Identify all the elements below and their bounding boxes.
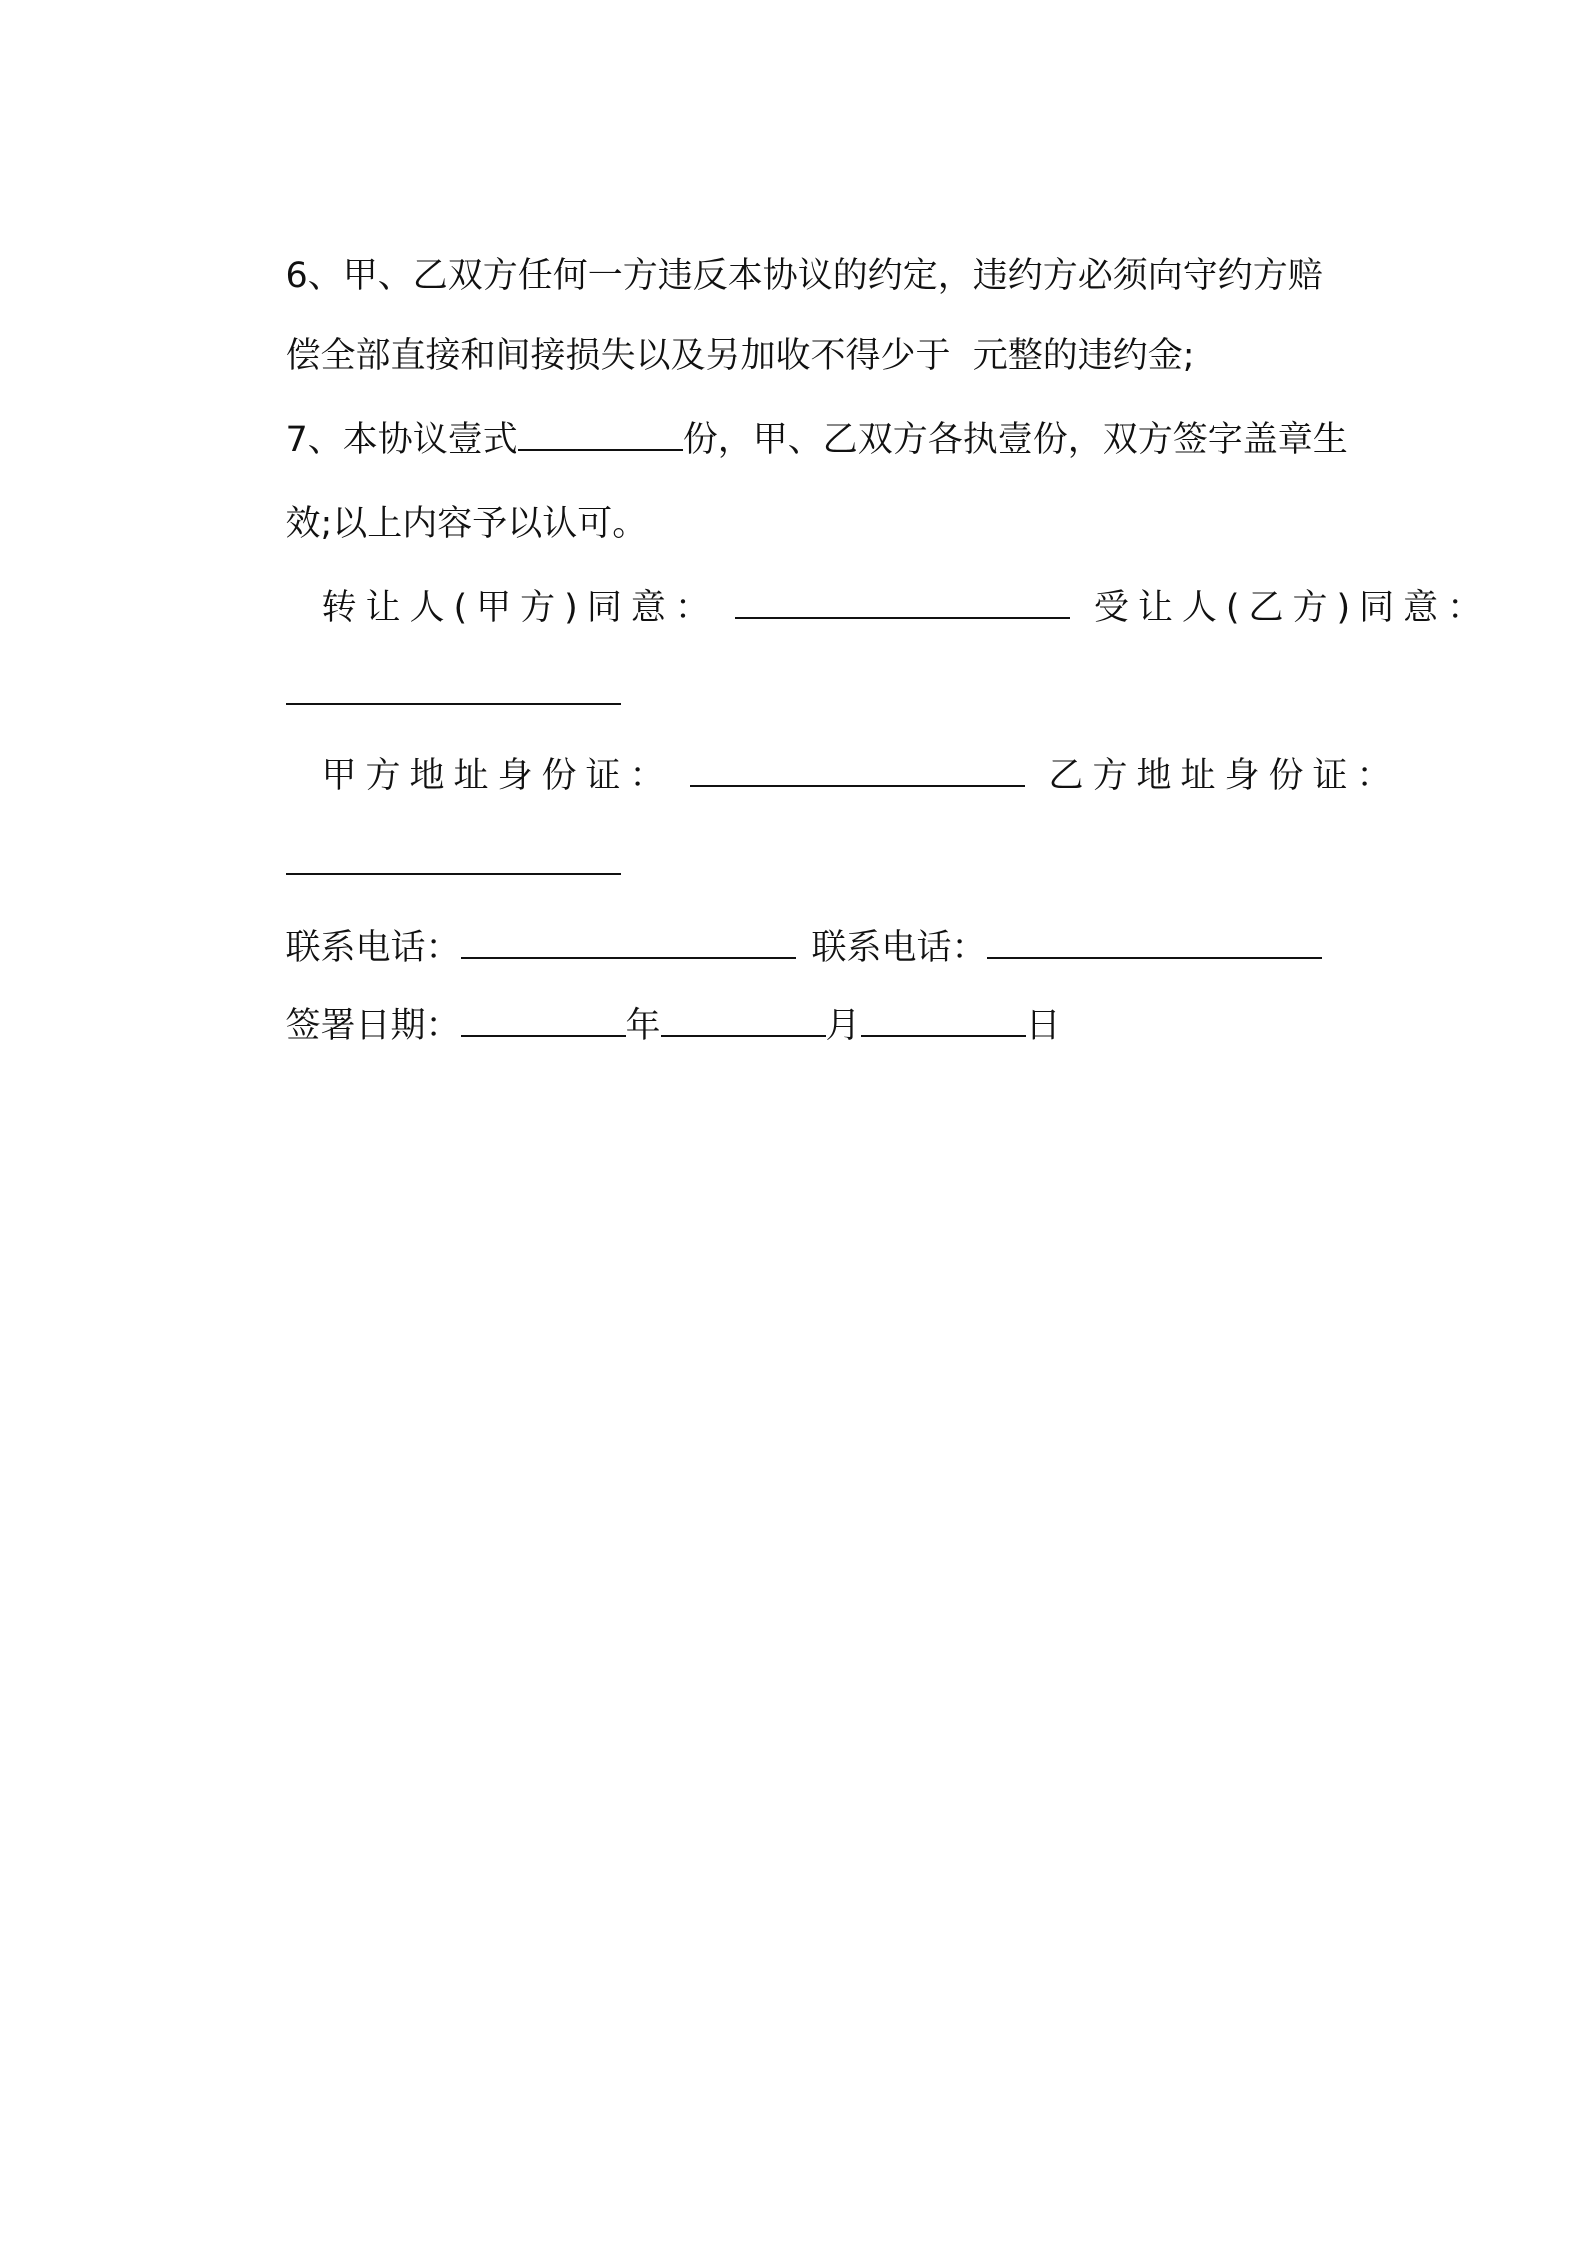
party-a-phone-blank[interactable] [461, 927, 796, 959]
day-blank[interactable] [861, 1005, 1026, 1037]
party-b-consent-label: 受让人(乙方)同意： [1093, 588, 1492, 628]
year-blank[interactable] [461, 1005, 626, 1037]
copies-count-blank[interactable] [518, 419, 683, 451]
party-a-address-id-blank[interactable] [690, 755, 1025, 787]
party-b-phone-label: 联系电话： [811, 928, 987, 968]
party-a-address-id-label: 甲方地址身份证： [321, 756, 674, 796]
clause-7-text-2: 效;以上内容予以认可。 [285, 504, 648, 544]
sign-date-label: 签署日期： [285, 1006, 461, 1046]
party-b-phone-blank[interactable] [987, 927, 1322, 959]
day-label: 日 [1025, 1006, 1061, 1046]
year-label: 年 [625, 1006, 661, 1046]
party-a-consent-label: 转让人(甲方)同意： [321, 588, 719, 628]
clause-6-text-1: 6、甲、乙双方任何一方违反本协议的约定，违约方必须向守约方赔 [285, 256, 1323, 296]
clause-7-prefix: 7、本协议壹式 [285, 420, 518, 460]
party-b-address-id-blank[interactable] [286, 843, 621, 875]
party-b-address-id-label: 乙方地址身份证： [1048, 756, 1401, 796]
clause-6-text-2: 偿全部直接和间接损失以及另加收不得少于 元整的违约金; [285, 336, 1195, 376]
party-a-consent-blank[interactable] [735, 587, 1070, 619]
clause-7-suffix: 份，甲、乙双方各执壹份，双方签字盖章生 [682, 420, 1348, 460]
party-a-phone-label: 联系电话： [285, 928, 461, 968]
month-label: 月 [825, 1006, 861, 1046]
month-blank[interactable] [661, 1005, 826, 1037]
date-row [241, 960, 1061, 1092]
party-b-consent-blank[interactable] [286, 673, 621, 705]
